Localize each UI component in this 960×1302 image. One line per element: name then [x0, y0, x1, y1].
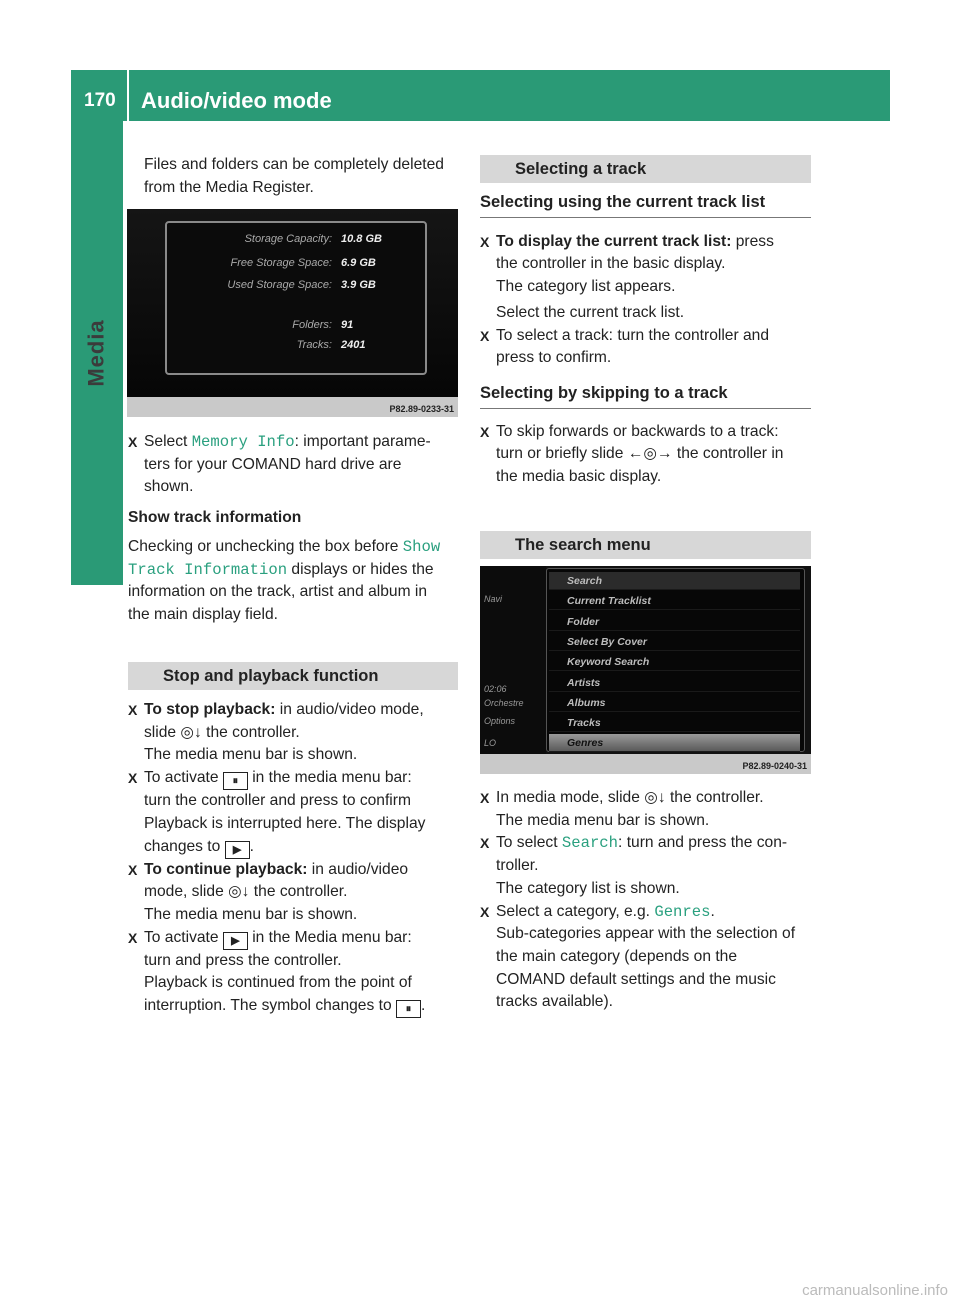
watermark: carmanualsonline.info	[802, 1282, 948, 1299]
text: the media basic display.	[496, 468, 662, 486]
menu-item[interactable]: Select By Cover	[549, 633, 800, 651]
text: Select	[144, 433, 192, 450]
text: To display the current track list:	[496, 232, 732, 250]
text: shown.	[144, 478, 194, 496]
text: press to confirm.	[496, 349, 612, 367]
text: The media menu bar is shown.	[144, 905, 358, 923]
bullet-continue-playback	[128, 859, 458, 927]
bullet-display-track-list	[480, 231, 811, 299]
text: the controller in the basic display.	[496, 255, 726, 273]
header-divider	[127, 70, 129, 121]
code-show: Show	[402, 537, 441, 556]
subheading-current-track-list: Selecting using the current track list	[480, 191, 811, 218]
text: Sub-categories appear with the selection of	[496, 925, 796, 943]
text: changes to	[144, 837, 225, 855]
text: tracks available).	[496, 993, 613, 1011]
code-memory-info: Memory Info	[191, 433, 295, 451]
bullet-activate-play: X To activate ▶ in the Media menu bar: turn and press the controller. Playback is continued from the point of interruption. The symbol changes to ⏸ .	[128, 927, 458, 1018]
bullet-arrow-icon: X	[128, 929, 138, 946]
side-label-text: Media	[84, 319, 110, 387]
text: Select a category, e.g.	[496, 902, 655, 920]
select-memory-block	[128, 431, 462, 627]
heading-stop-playback: Stop and playback function	[128, 662, 458, 690]
bullet-arrow-icon: X	[480, 835, 490, 852]
menu-item[interactable]: Keyword Search	[549, 653, 800, 671]
bullet-select-search	[480, 832, 815, 900]
text: ters for your COMAND hard drive are	[144, 455, 402, 473]
storage-label: Storage Capacity:	[244, 233, 332, 245]
text: slide ◎↓ the controller.	[144, 723, 300, 741]
bullet-arrow-icon: X	[128, 702, 138, 718]
bullet-arrow-icon: X	[480, 903, 490, 920]
text: To select	[496, 834, 562, 852]
text: in audio/video mode,	[275, 701, 424, 718]
menu-item[interactable]: Folder	[549, 613, 800, 631]
text: press	[731, 232, 774, 250]
play-icon: ▶	[223, 932, 248, 950]
menu-item[interactable]: Albums	[549, 694, 800, 712]
left-panel-item: Navi	[484, 594, 503, 604]
text: To stop playback:	[144, 701, 276, 718]
bullet-media-mode	[480, 787, 815, 832]
text: The media menu bar is shown.	[496, 811, 710, 829]
figure-code: P82.89-0240-31	[742, 761, 807, 771]
code-track-information: Track Information	[128, 560, 288, 579]
text: Playback is interrupted here. The display	[144, 814, 426, 832]
menu-item[interactable]: Search	[549, 572, 800, 590]
code-search: Search	[561, 834, 619, 853]
pause-icon: ⏸	[223, 772, 248, 790]
text: To activate	[144, 928, 223, 946]
subheading-skipping: Selecting by skipping to a track	[480, 382, 811, 409]
selecting-track-section	[480, 155, 811, 489]
storage-label: Free Storage Space:	[230, 257, 332, 269]
figure-code: P82.89-0233-31	[389, 404, 454, 414]
bullet-stop-playback	[128, 699, 458, 767]
bullet-arrow-icon: X	[480, 233, 490, 250]
text: : important parame-	[294, 433, 431, 450]
text: Checking or unchecking the box before	[128, 537, 403, 555]
text: information on the track, artist and album in	[128, 583, 428, 601]
storage-label: Folders:	[292, 319, 332, 331]
text: turn the controller and press to confirm	[144, 792, 411, 810]
text: The media menu bar is shown.	[144, 746, 358, 764]
left-panel-item: 02:06	[484, 684, 507, 694]
stop-section	[128, 662, 458, 1018]
menu-item[interactable]: Tracks	[549, 714, 800, 732]
code-genres: Genres	[654, 902, 711, 921]
text: To skip forwards or backwards to a track:	[496, 422, 779, 440]
intro-paragraph: Files and folders can be completely deleted from the Media Register.	[144, 156, 444, 196]
text: in the media menu bar:	[247, 769, 412, 787]
text: the main display field.	[128, 605, 278, 623]
left-panel-item: LO	[484, 738, 497, 748]
text: displays or hides the	[287, 560, 434, 578]
menu-item[interactable]: Genres	[549, 734, 800, 752]
text: in the Media menu bar:	[247, 928, 412, 946]
heading-search-menu: The search menu	[480, 531, 811, 559]
text: To select a track: turn the controller and	[496, 326, 770, 344]
bullet-select-memory	[128, 431, 462, 499]
heading-selecting-track: Selecting a track	[480, 155, 811, 183]
figure-search-screen	[480, 566, 811, 774]
text: To continue playback:	[144, 860, 308, 878]
left-panel-item: Orchestre	[484, 698, 524, 708]
storage-label: Tracks:	[296, 339, 332, 351]
storage-value: 2401	[341, 339, 366, 351]
bullet-arrow-icon: X	[480, 423, 490, 440]
menu-item[interactable]: Current Tracklist	[549, 592, 800, 610]
heading-show-track: Show track information	[128, 509, 302, 527]
text: The category list appears.	[496, 278, 676, 296]
text: interruption. The symbol changes to	[144, 997, 396, 1015]
play-icon: ▶	[225, 841, 250, 859]
bullet-arrow-icon: X	[128, 770, 138, 787]
text: In media mode, slide ◎↓ the controller.	[496, 789, 764, 806]
bullet-arrow-icon: X	[128, 861, 138, 878]
text: To activate	[144, 769, 223, 787]
text: the main category (depends on the	[496, 947, 737, 965]
bullet-arrow-icon: X	[128, 434, 138, 450]
storage-value: 6.9 GB	[341, 257, 376, 269]
menu-item[interactable]: Artists	[549, 674, 800, 692]
text: mode, slide ◎↓ the controller.	[144, 883, 348, 901]
bullet-activate-pause: X To activate ⏸ in the media menu bar: turn the controller and press to confirm Playback is interrupted here. The display changes to ▶ .	[128, 767, 458, 858]
storage-value: 91	[341, 319, 354, 331]
bullet-select-category: X Select a category, e.g. Genres. Sub-categories appear with the selection of the main category (depends on the COMAND default settings and the music tracks available).	[480, 902, 796, 1011]
text: troller.	[496, 857, 539, 875]
text: The category list is shown.	[496, 879, 680, 897]
show-track-paragraph	[128, 536, 462, 627]
storage-value: 3.9 GB	[341, 279, 376, 291]
search-menu-heading-wrap	[480, 531, 811, 559]
storage-value: 10.8 GB	[341, 233, 382, 245]
bullet-skip-track	[480, 421, 811, 489]
text: turn or briefly slide ←◎→ the controller in	[496, 445, 784, 463]
text: : turn and press the con-	[618, 834, 788, 852]
page-number: 170	[84, 90, 116, 111]
select-current-list-text: Select the current track list.	[496, 303, 685, 321]
figure-storage-screen	[127, 209, 458, 417]
side-label	[71, 121, 123, 585]
intro-text	[144, 154, 462, 199]
text: COMAND default settings and the music	[496, 970, 776, 988]
left-panel-item: Options	[484, 716, 516, 726]
bullet-arrow-icon: X	[480, 327, 490, 344]
section-title: Audio/video mode	[141, 88, 332, 113]
text: turn and press the controller.	[144, 951, 342, 969]
search-steps	[480, 787, 815, 1014]
text: in audio/video	[307, 860, 409, 878]
pause-icon: ⏸	[396, 1000, 421, 1018]
storage-label: Used Storage Space:	[227, 279, 332, 291]
bullet-arrow-icon: X	[480, 790, 490, 806]
text: Playback is continued from the point of	[144, 974, 412, 992]
bullet-select-track	[480, 325, 811, 370]
